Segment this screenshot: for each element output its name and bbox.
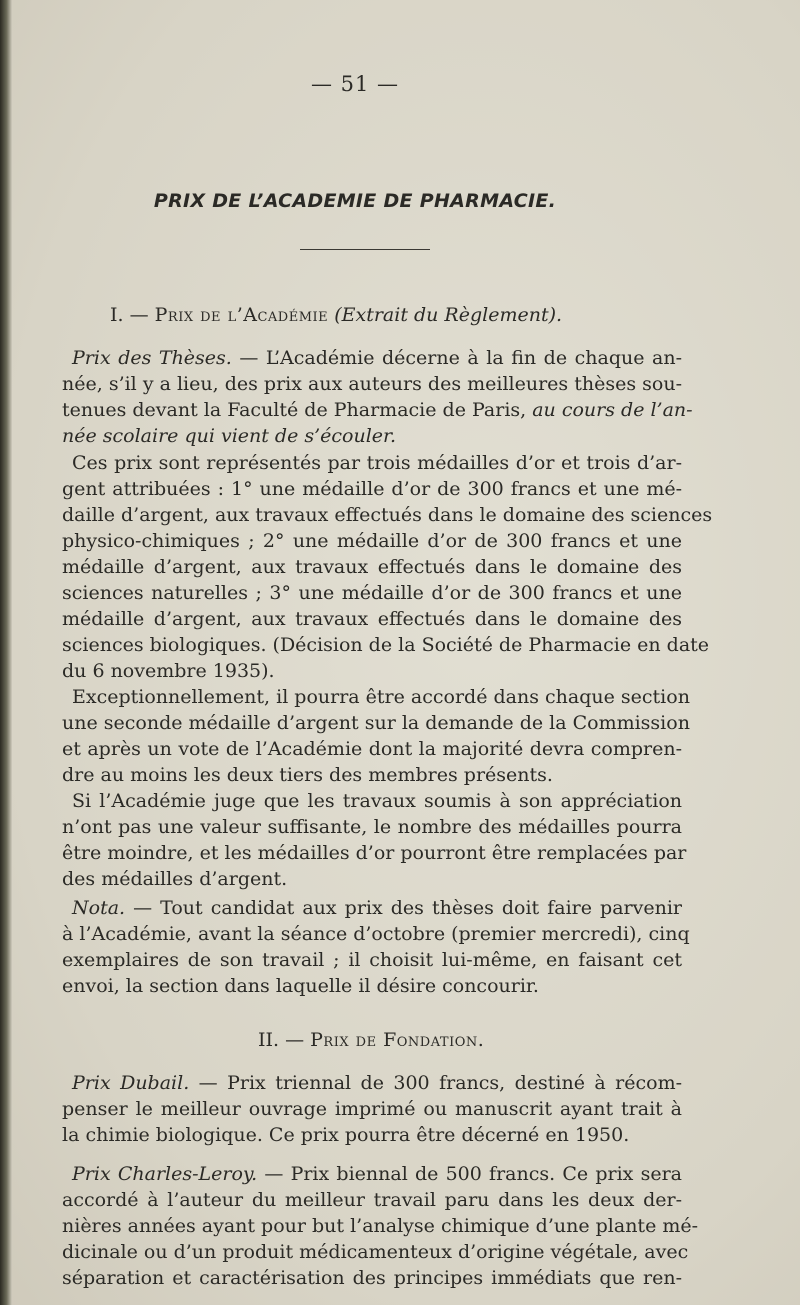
- para2-line-7: médaille d’argent, aux travaux effectués dans le domaine des: [62, 608, 682, 630]
- nota-line-2: à l’Académie, avant la séance d’octobre (premier mercredi), cinq: [62, 923, 690, 945]
- page-number: — 51 —: [310, 72, 400, 96]
- para3-line-3: et après un vote de l’Académie dont la majorité devra compren-: [62, 738, 682, 760]
- leroy-line-2: accordé à l’auteur du meilleur travail paru dans les deux der-: [62, 1189, 682, 1211]
- para2-line-6: sciences naturelles ; 3° une médaille d’or de 300 francs et une: [62, 582, 682, 604]
- para4-line-1: Si l’Académie juge que les travaux soumis à son appréciation: [72, 790, 682, 812]
- theses-line-3: tenues devant la Faculté de Pharmacie de Paris, au cours de l’an-: [62, 399, 693, 421]
- para2-line-8: sciences biologiques. (Décision de la Société de Pharmacie en date: [62, 634, 710, 656]
- leroy-line-5: séparation et caractérisation des principes immédiats que ren-: [62, 1267, 682, 1289]
- leroy-line-4: dicinale ou d’un produit médicamenteux d’origine végétale, avec: [62, 1241, 689, 1263]
- dubail-label: Prix Dubail.: [72, 1072, 190, 1094]
- title-divider: [300, 249, 430, 250]
- leroy-line-3: nières années ayant pour but l’analyse chimique d’une plante mé-: [62, 1215, 699, 1237]
- theses-line-4: née scolaire qui vient de s’écouler.: [62, 425, 397, 447]
- nota-line-1: Nota. — Tout candidat aux prix des thèses doit faire parvenir: [72, 897, 682, 919]
- section-2-heading: II. — Prix de Fondation.: [258, 1029, 485, 1051]
- dubail-line-1: Prix Dubail. — Prix triennal de 300 francs, destiné à récom-: [72, 1072, 682, 1094]
- theses-line-1: Prix des Thèses. — L’Académie décerne à la fin de chaque an-: [72, 347, 682, 369]
- section-1-heading: I. — Prix de l’Académie (Extrait du Règlement).: [110, 304, 563, 326]
- para2-line-9: du 6 novembre 1935).: [62, 660, 275, 682]
- theses-label: Prix des Thèses.: [72, 347, 232, 369]
- page-title: PRIX DE L’ACADEMIE DE PHARMACIE.: [153, 190, 557, 212]
- para2-line-4: physico-chimiques ; 2° une médaille d’or de 300 francs et une: [62, 530, 682, 552]
- para2-line-2: gent attribuées : 1° une médaille d’or de 300 francs et une mé-: [62, 478, 682, 500]
- para4-line-4: des médailles d’argent.: [62, 868, 288, 890]
- nota-line-4: envoi, la section dans laquelle il désire concourir.: [62, 975, 539, 997]
- dubail-line-2: penser le meilleur ouvrage imprimé ou manuscrit ayant trait à: [62, 1098, 682, 1120]
- para4-line-2: n’ont pas une valeur suffisante, le nombre des médailles pourra: [62, 816, 682, 838]
- para2-line-3: daille d’argent, aux travaux effectués dans le domaine des sciences: [62, 504, 713, 526]
- leroy-line-1: Prix Charles-Leroy. — Prix biennal de 500 francs. Ce prix sera: [72, 1163, 682, 1185]
- para2-line-5: médaille d’argent, aux travaux effectués dans le domaine des: [62, 556, 682, 578]
- nota-line-3: exemplaires de son travail ; il choisit lui-même, en faisant cet: [62, 949, 682, 971]
- para3-line-4: dre au moins les deux tiers des membres présents.: [62, 764, 553, 786]
- dubail-line-3: la chimie biologique. Ce prix pourra être décerné en 1950.: [62, 1124, 630, 1146]
- leroy-label: Prix Charles-Leroy.: [72, 1163, 258, 1185]
- para4-line-3: être moindre, et les médailles d’or pourront être remplacées par: [62, 842, 687, 864]
- nota-label: Nota.: [72, 897, 126, 919]
- para3-line-1: Exceptionnellement, il pourra être accordé dans chaque section: [72, 686, 690, 708]
- para2-line-1: Ces prix sont représentés par trois médailles d’or et trois d’ar-: [72, 452, 682, 474]
- para3-line-2: une seconde médaille d’argent sur la demande de la Commission: [62, 712, 690, 734]
- theses-line-2: née, s’il y a lieu, des prix aux auteurs des meilleures thèses sou-: [62, 373, 682, 395]
